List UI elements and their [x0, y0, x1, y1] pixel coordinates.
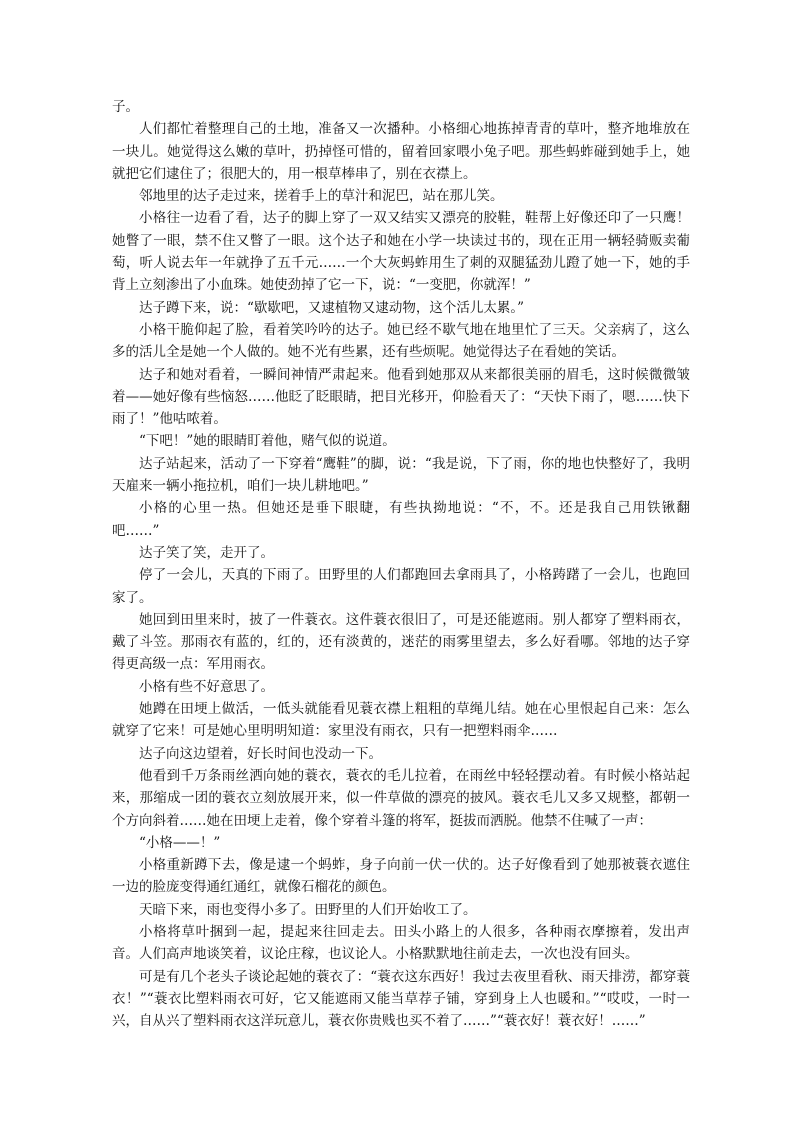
paragraph: 达子站起来，活动了一下穿着“鹰鞋”的脚，说：“我是说，下了雨，你的地也快整好了，我明天雇来一辆小拖拉机，咱们一块儿耕地吧。”	[112, 455, 690, 495]
paragraph: 小格往一边看了看，达子的脚上穿了一双又结实又漂亮的胶鞋，鞋帮上好像还印了一只鹰！她瞥了一眼，禁不住又瞥了一眼。这个达子和她在小学一块读过书的，现在正用一辆轻骑贩卖葡萄，听人说去年一年就挣了五千元……一个大灰蚂蚱用生了刺的双腿猛劲儿蹬了她一下，她的手背上立刻渗出了小血珠。她使劲掉了它一下，说：“一变肥，你就浑！”	[112, 210, 690, 294]
paragraph: 小格将草叶捆到一起，提起来往回走去。田头小路上的人很多，各种雨衣摩擦着，发出声音。人们高声地谈笑着，议论庄稼，也议论人。小格默默地往前走去，一次也没有回头。	[112, 923, 690, 963]
paragraph: 可是有几个老头子谈论起她的蓑衣了：“蓑衣这东西好！我过去夜里看秋、雨天排涝，都穿蓑衣！”“蓑衣比塑料雨衣可好，它又能遮雨又能当草荐子铺，穿到身上人也暖和。”“哎哎，一时一兴，自从兴了塑料雨衣这洋玩意儿，蓑衣你贵贱也买不着了……”“蓑衣好！蓑衣好！……”	[112, 968, 690, 1030]
paragraph: 小格重新蹲下去，像是逮一个蚂蚱，身子向前一伏一伏的。达子好像看到了她那被蓑衣遮住一边的脸庞变得通红通红，就像石榴花的颜色。	[112, 857, 690, 896]
paragraph: 达子笑了笑，走开了。	[139, 544, 274, 561]
article-body	[112, 96, 690, 1032]
paragraph: 子。	[112, 99, 139, 115]
paragraph: 他看到千万条雨丝洒向她的蓑衣，蓑衣的毛儿拉着，在雨丝中轻轻摆动着。有时候小格站起来，那缩成一团的蓑衣立刻放展开来，似一件草做的漂亮的披风。蓑衣毛儿又多又规整，都朝一个方向斜着……她在田埂上走着，像个穿着斗篷的将军，挺拔而洒脱。他禁不住喊了一声：	[112, 767, 690, 829]
paragraph: 小格的心里一热。但她还是垂下眼睫，有些执拗地说：“不，不。还是我自己用铁锹翻吧……”	[112, 500, 690, 539]
paragraph: 达子蹲下来，说：“歇歇吧，又逮植物又逮动物，这个活儿太累。”	[139, 299, 525, 316]
paragraph: 小格干脆仰起了脸，看着笑吟吟的达子。她已经不歇气地在地里忙了三天。父亲病了，这么多的活儿全是她一个人做的。她不光有些累，还有些烦呢。她觉得达子在看她的笑话。	[112, 321, 690, 361]
paragraph: 邻地里的达子走过来，搓着手上的草汁和泥巴，站在那儿笑。	[139, 188, 504, 205]
paragraph: 她回到田里来时，披了一件蓑衣。这件蓑衣很旧了，可是还能遮雨。别人都穿了塑料雨衣，戴了斗笠。那雨衣有蓝的，红的，还有淡黄的，迷茫的雨雾里望去，多么好看哪。邻地的达子穿得更高级一点：军用雨衣。	[112, 611, 690, 673]
paragraph: 停了一会儿，天真的下雨了。田野里的人们都跑回去拿雨具了，小格踌躇了一会儿，也跑回家了。	[112, 567, 690, 606]
paragraph: 小格有些不好意思了。	[139, 678, 274, 695]
paragraph: 达子和她对看着，一瞬间神情严肃起来。他看到她那双从来都很美丽的眉毛，这时候微微皱着——她好像有些恼怒……他眨了眨眼睛，把目光移开，仰脸看天了：“天快下雨了，嗯……快下雨了！”他咕哝着。	[112, 366, 690, 428]
paragraph: “下吧！”她的眼睛盯着他，赌气似的说道。	[139, 433, 396, 450]
paragraph: “小格——！”	[139, 834, 221, 851]
paragraph: 人们都忙着整理自己的土地，准备又一次播种。小格细心地拣掉青青的草叶，整齐地堆放在一块儿。她觉得这么嫩的草叶，扔掉怪可惜的，留着回家喂小兔子吧。那些蚂蚱碰到她手上，她就把它们逮住了；很肥大的，用一根草棒串了，别在衣襟上。	[112, 121, 690, 182]
paragraph: 她蹲在田埂上做活，一低头就能看见蓑衣襟上粗粗的草绳儿结。她在心里恨起自己来：怎么就穿了它来！可是她心里明明知道：家里没有雨衣，只有一把塑料雨伞……	[112, 701, 690, 740]
paragraph: 天暗下来，雨也变得小多了。田野里的人们开始收工了。	[139, 901, 477, 918]
paragraph: 达子向这边望着，好长时间也没动一下。	[139, 745, 382, 762]
